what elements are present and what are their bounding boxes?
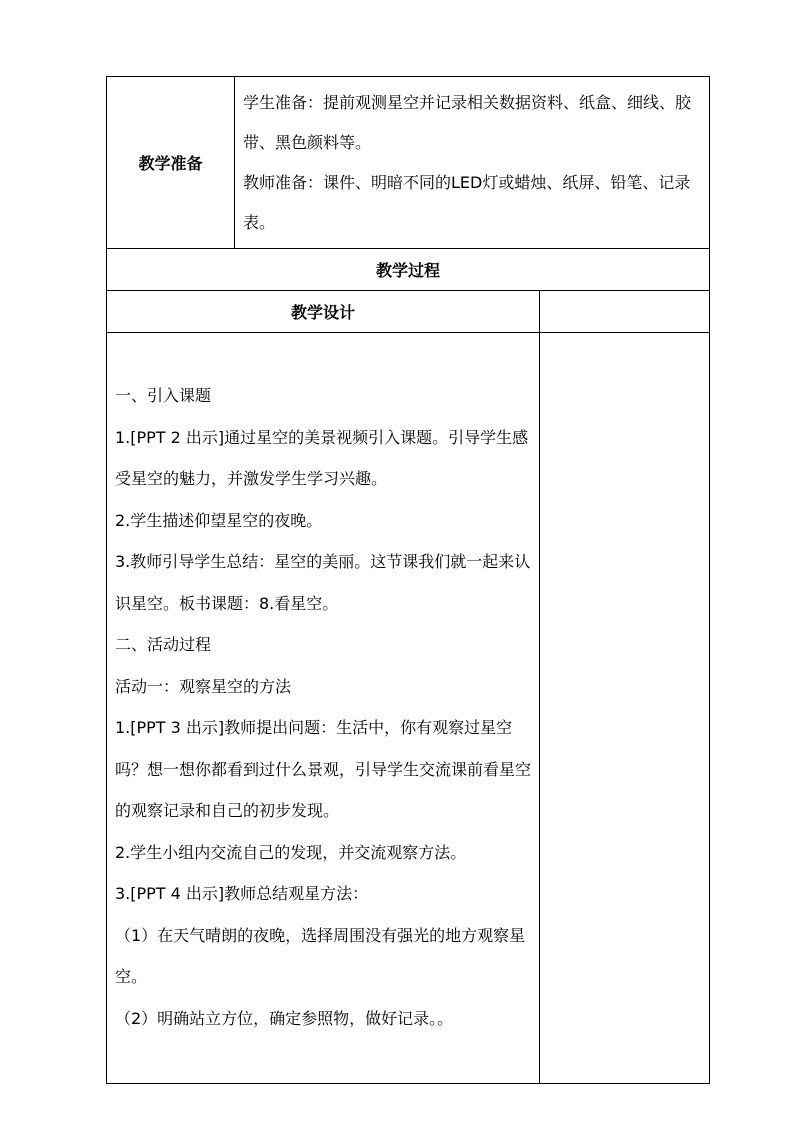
teacher-prep-text: 教师准备：课件、明暗不同的LED灯或蜡烛、纸屏、铅笔、记录表。 [243,173,691,232]
process-title: 教学过程 [107,249,710,291]
body-line: （2）明确站立方位，确定参照物，做好记录。。 [115,1008,454,1028]
body-line: 1.[PPT 3 出示]教师提出问题：生活中，你有观察过星空吗？想一想你都看到过什么景观，引导学生交流课前看星空的观察记录和自己的初步发现。 [115,718,532,820]
body-line: 二、活动过程 [115,635,212,654]
design-title: 教学设计 [107,291,540,333]
prep-label: 教学准备 [107,77,235,249]
design-side-header [540,291,710,333]
body-line: 3.[PPT 4 出示]教师总结观星方法： [115,884,369,903]
design-body-row [107,333,710,1084]
design-header-row [107,291,710,333]
body-line: 活动一：观察星空的方法 [115,676,292,696]
body-line: 2.学生小组内交流自己的发现，并交流观察方法。 [115,842,467,862]
body-line: 1.[PPT 2 出示]通过星空的美景视频引入课题。引导学生感受星空的魅力，并激发学生学习兴趣。 [115,427,529,488]
body-line: 3.教师引导学生总结：星空的美丽。这节课我们就一起来认识星空。板书课题：8.看星空。 [115,552,531,613]
body-line: 一、引入课题 [115,386,212,405]
lesson-plan-page [106,76,709,1036]
process-row [107,249,710,291]
body-line: 2.学生描述仰望星空的夜晚。 [115,510,323,530]
notes-cell [540,333,710,1084]
prep-content [235,77,710,249]
lesson-plan-table [106,76,710,1084]
student-prep-text: 学生准备：提前观测星空并记录相关数据资料、纸盒、细线、胶带、黑色颜料等。 [243,93,692,152]
prep-row [107,77,710,249]
design-body [107,333,540,1084]
body-line: （1）在天气晴朗的夜晚，选择周围没有强光的地方观察星空。 [115,925,526,986]
